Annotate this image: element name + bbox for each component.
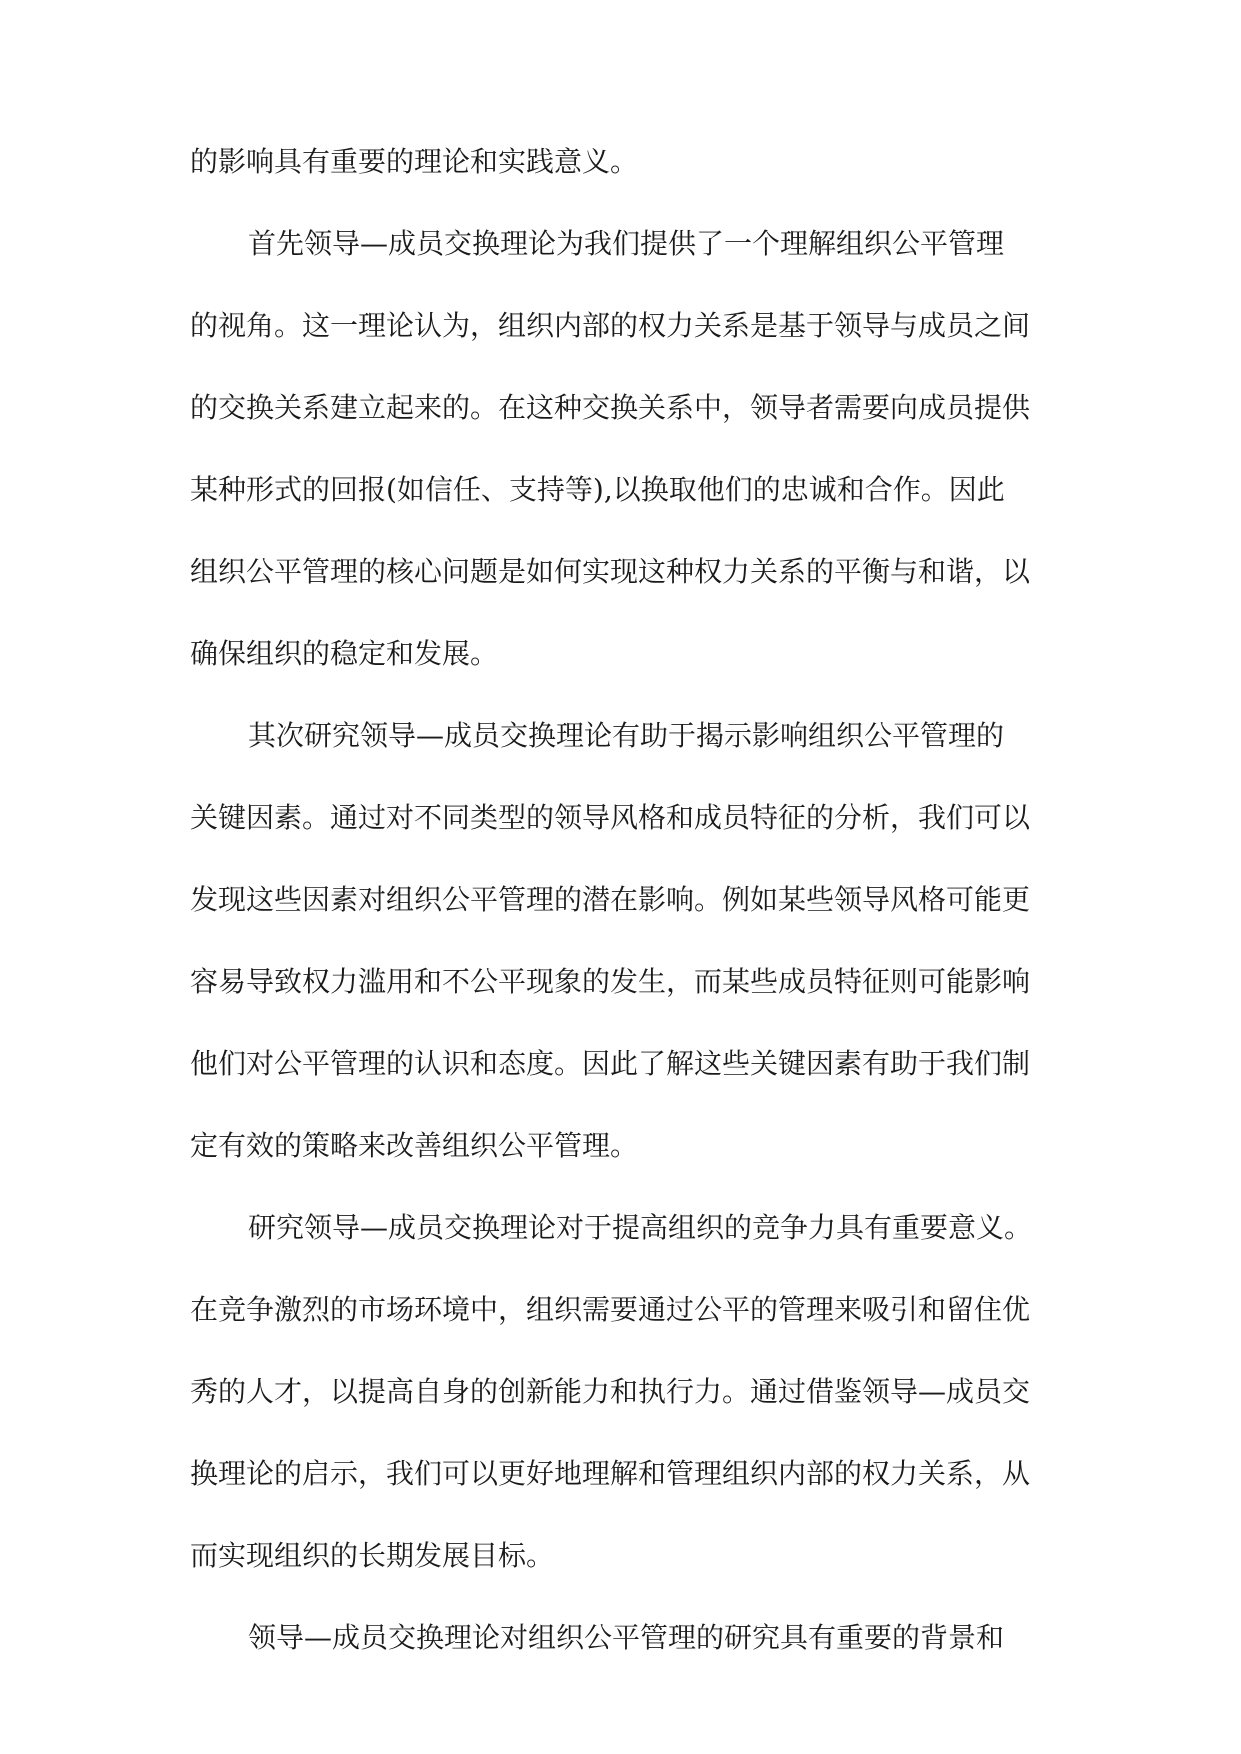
- text-line: 确保组织的稳定和发展。: [190, 637, 499, 670]
- text-line: 的影响具有重要的理论和实践意义。: [190, 145, 639, 178]
- body-text: [190, 142, 1050, 1700]
- text-line: 发现这些因素对组织公平管理的潜在影响。例如某些领导风格可能更: [190, 883, 1031, 916]
- paragraph-first-line: 其次研究领导—成员交换理论有助于揭示影响组织公平管理的: [248, 719, 1005, 752]
- paragraph-first-line: 领导—成员交换理论对组织公平管理的研究具有重要的背景和: [248, 1621, 1005, 1654]
- text-line: 他们对公平管理的认识和态度。因此了解这些关键因素有助于我们制: [190, 1047, 1031, 1080]
- text-line: 容易导致权力滥用和不公平现象的发生，而某些成员特征则可能影响: [190, 965, 1031, 998]
- text-line: 换理论的启示，我们可以更好地理解和管理组织内部的权力关系，从: [190, 1457, 1031, 1490]
- text-line: 在竞争激烈的市场环境中，组织需要通过公平的管理来吸引和留住优: [190, 1293, 1031, 1326]
- text-line: 定有效的策略来改善组织公平管理。: [190, 1129, 639, 1162]
- text-line: 秀的人才，以提高自身的创新能力和执行力。通过借鉴领导—成员交: [190, 1375, 1031, 1408]
- text-line: 的视角。这一理论认为，组织内部的权力关系是基于领导与成员之间: [190, 309, 1031, 342]
- text-line: 的交换关系建立起来的。在这种交换关系中，领导者需要向成员提供: [190, 391, 1031, 424]
- text-line: 而实现组织的长期发展目标。: [190, 1539, 555, 1572]
- paragraph-first-line: 首先领导—成员交换理论为我们提供了一个理解组织公平管理: [248, 227, 1005, 260]
- text-line: 关键因素。通过对不同类型的领导风格和成员特征的分析，我们可以: [190, 801, 1031, 834]
- text-line: 某种形式的回报(如信任、支持等),以换取他们的忠诚和合作。因此: [190, 473, 1005, 506]
- text-line: 组织公平管理的核心问题是如何实现这种权力关系的平衡与和谐，以: [190, 555, 1031, 588]
- paragraph-first-line: 研究领导—成员交换理论对于提高组织的竞争力具有重要意义。: [248, 1211, 1033, 1244]
